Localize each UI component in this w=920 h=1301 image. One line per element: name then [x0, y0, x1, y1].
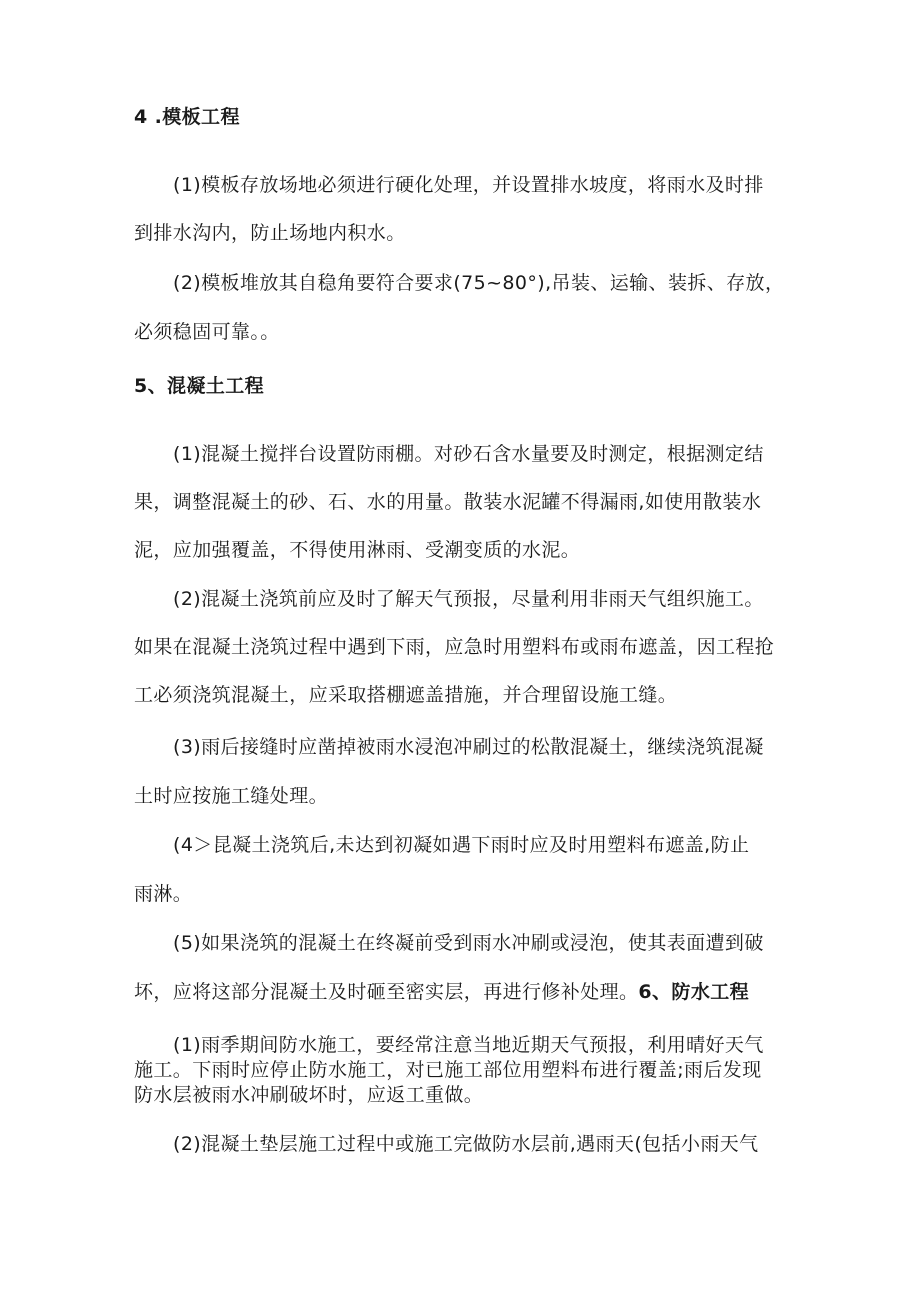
- s5-p3-line1: (3)雨后接缝时应凿掉被雨水浸泡冲刷过的松散混凝土，继续浇筑混凝: [173, 736, 764, 758]
- s5-p5-line2-container: [134, 980, 749, 1004]
- s5-p1-line1: (1)混凝土搅拌台设置防雨棚。对砂石含水量要及时测定，根据测定结: [173, 443, 764, 465]
- s4-p1-line1: (1)模板存放场地必须进行硬化处理，并设置排水坡度，将雨水及时排: [173, 174, 764, 196]
- section-6-heading: 6、防水工程: [638, 981, 750, 1003]
- s5-p4-line2: 雨淋。: [134, 883, 193, 905]
- s5-p5-line1: (5)如果浇筑的混凝土在终凝前受到雨水冲刷或浸泡，使其表面遭到破: [173, 932, 764, 954]
- s5-p1-line3: 泥，应加强覆盖，不得使用淋雨、受潮变质的水泥。: [134, 539, 581, 561]
- s6-p1-line1: (1)雨季期间防水施工，要经常注意当地近期天气预报，利用晴好天气: [173, 1034, 764, 1056]
- section-4-heading: 4 .模板工程: [134, 106, 240, 128]
- s5-p2-line1: (2)混凝土浇筑前应及时了解天气预报，尽量利用非雨天气组织施工。: [173, 588, 764, 610]
- s4-p2-line2: 必须稳固可靠。。: [134, 321, 280, 343]
- s5-p4-line1: (4＞昆凝土浇筑后,未达到初凝如遇下雨时应及时用塑料布遮盖,防止: [173, 834, 750, 856]
- s6-p1-line3: 防水层被雨水冲刷破坏时，应返工重做。: [134, 1084, 484, 1106]
- s5-p1-line2: 果，调整混凝土的砂、石、水的用量。散装水泥罐不得漏雨,如使用散装水: [134, 491, 762, 513]
- s6-p1-line2: 施工。下雨时应停止防水施工，对已施工部位用塑料布进行覆盖;雨后发现: [134, 1059, 762, 1081]
- section-5-heading: 5、混凝土工程: [134, 375, 265, 397]
- s5-p2-line3: 工必须浇筑混凝土，应采取搭棚遮盖措施，并合理留设施工缝。: [134, 684, 678, 706]
- s4-p2-line1: (2)模板堆放其自稳角要符合要求(75~80°),吊装、运输、装拆、存放，: [173, 272, 785, 294]
- s4-p1-line2: 到排水沟内，防止场地内积水。: [134, 222, 406, 244]
- s5-p5-line2: 坏，应将这部分混凝土及时砸至密实层，再进行修补处理。: [134, 981, 639, 1003]
- s6-p2-line1: (2)混凝土垫层施工过程中或施工完做防水层前,遇雨天(包括小雨天气: [173, 1133, 759, 1155]
- s5-p2-line2: 如果在混凝土浇筑过程中遇到下雨，应急时用塑料布或雨布遮盖，因工程抢: [134, 636, 775, 658]
- s5-p3-line2: 土时应按施工缝处理。: [134, 785, 329, 807]
